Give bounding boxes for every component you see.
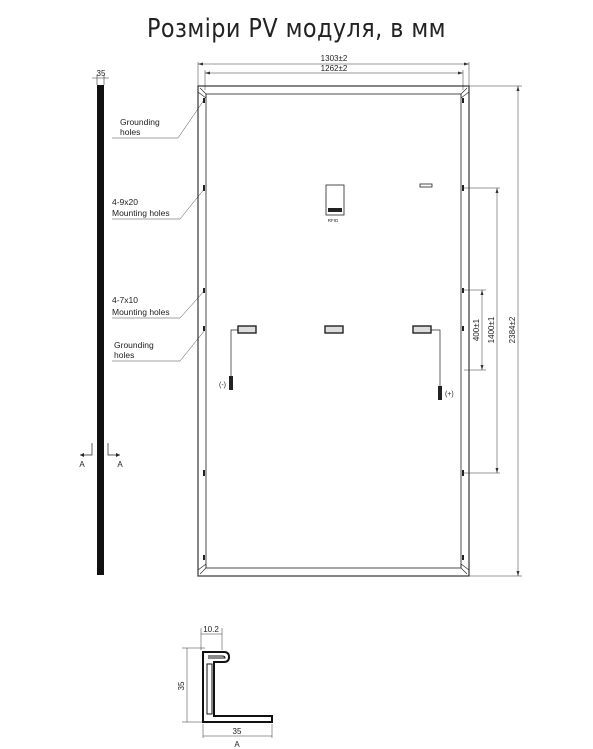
- module-frame: [198, 86, 469, 576]
- grounding-hole: [203, 555, 205, 560]
- inner-width-label: 1262±2: [320, 64, 348, 73]
- section-height-label: 35: [177, 681, 186, 691]
- junction-box-left: [238, 326, 256, 333]
- section-label-left: A: [79, 460, 85, 469]
- grounding-hole: [203, 98, 205, 103]
- cable-positive: [431, 330, 440, 388]
- grounding-hole: [462, 326, 464, 331]
- connector-negative: [229, 376, 233, 390]
- mounting-7x10-label-line1: 4-7x10: [112, 295, 138, 305]
- mounting-hole: [203, 288, 205, 293]
- callouts: [112, 100, 205, 361]
- grounding-hole: [462, 98, 464, 103]
- section-label-right: A: [117, 460, 123, 469]
- grounding-hole: [462, 555, 464, 560]
- outer-width-label: 1303±2: [320, 54, 348, 63]
- mounting-9x20-label-line1: 4-9x20: [112, 197, 138, 207]
- polarity-positive-label: (+): [445, 391, 454, 398]
- frame-profile: [203, 652, 272, 722]
- height-label: 2384±2: [508, 316, 517, 344]
- grounding-top-label-line2: holes: [120, 127, 141, 137]
- spacing-1400-label: 1400±1: [487, 316, 496, 344]
- grounding-bottom-label-line1: Grounding: [114, 340, 154, 350]
- mounting-9x20-label-line2: Mounting holes: [112, 208, 170, 218]
- lip-width-label: 10.2: [203, 625, 219, 634]
- spacing-400-label: 400±1: [472, 318, 481, 342]
- cable-negative: [231, 330, 238, 378]
- section-a-detail: [177, 625, 272, 749]
- mounting-hole: [462, 470, 464, 476]
- rfid-label: RFID: [327, 218, 339, 223]
- mounting-hole: [203, 470, 205, 476]
- height-dimensions: [464, 86, 522, 576]
- section-marker-right: [108, 443, 120, 455]
- mounting-hole: [462, 185, 464, 191]
- section-name-label: A: [234, 740, 240, 749]
- polarity-negative-label: (-): [219, 382, 226, 389]
- section-marker-left: [80, 443, 92, 455]
- diagram-title: Розміри PV модуля, в мм: [147, 14, 446, 44]
- side-profile: [79, 69, 123, 575]
- connector-positive: [438, 386, 442, 400]
- junction-box-right: [413, 326, 431, 333]
- mounting-hole: [462, 288, 464, 293]
- side-thickness-label: 35: [96, 69, 106, 78]
- section-base-width-label: 35: [232, 727, 242, 736]
- side-frame-bar: [97, 85, 104, 575]
- grounding-hole: [203, 326, 205, 331]
- rfid-tag: [420, 184, 432, 187]
- mounting-7x10-label-line2: Mounting holes: [112, 307, 170, 317]
- grounding-bottom-label-line2: holes: [114, 350, 135, 360]
- width-dimensions: [198, 54, 469, 90]
- mounting-hole: [203, 185, 205, 191]
- junction-box-center: [325, 326, 343, 333]
- grounding-top-label-line1: Grounding: [120, 117, 160, 127]
